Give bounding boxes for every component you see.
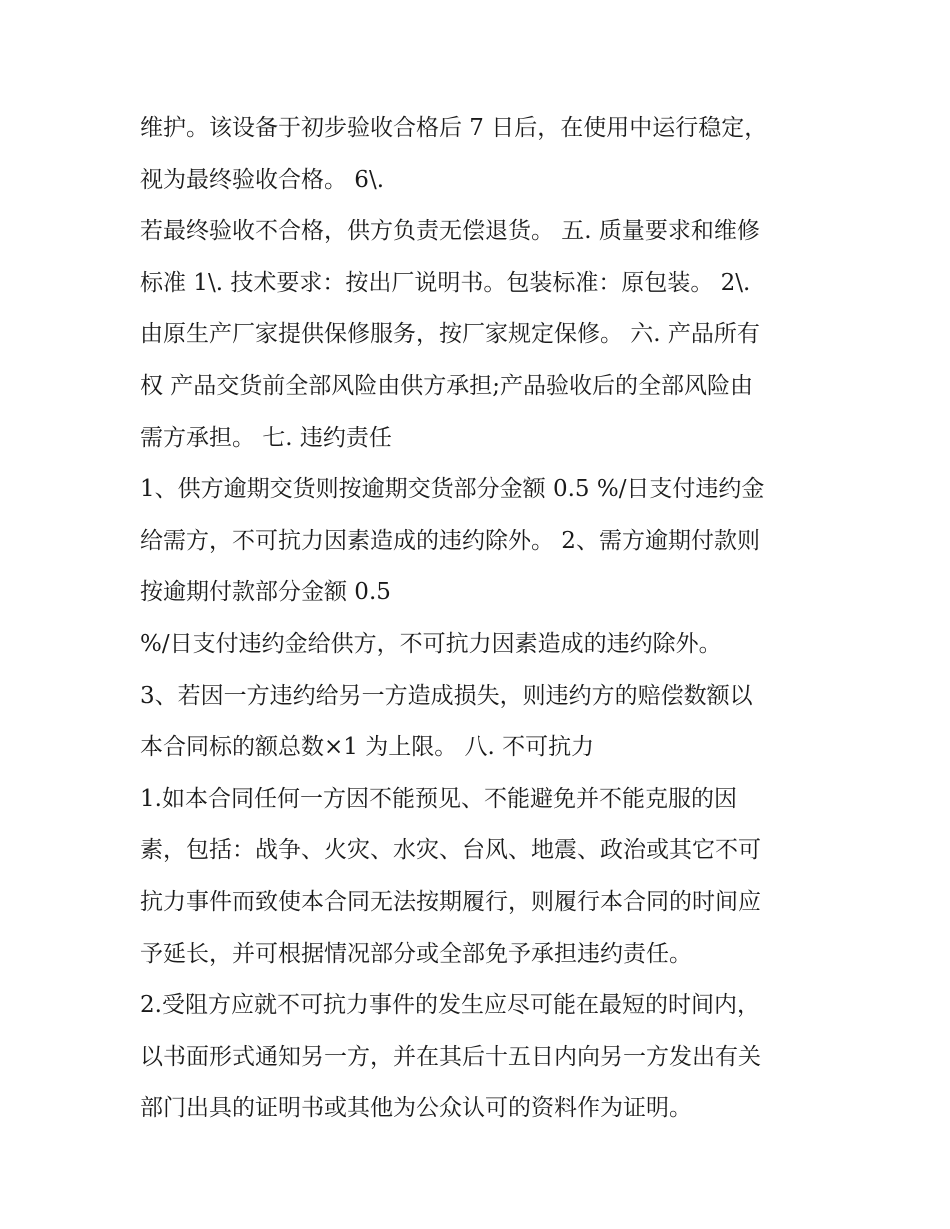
text-line: 本合同标的额总数×1 为上限。 八. 不可抗力 <box>140 734 595 761</box>
text-line: 3、若因一方违约给另一方造成损失，则违约方的赔偿数额以 <box>140 682 753 709</box>
text-line: 标准 1\. 技术要求：按出厂说明书。包装标准：原包装。 2\. <box>140 269 751 296</box>
text-line: 视为最终验收合格。 6\. <box>140 166 385 193</box>
text-line: 以书面形式通知另一方，并在其后十五日内向另一方发出有关 <box>140 1043 761 1070</box>
text-line: 维护。该设备于初步验收合格后 7 日后，在使用中运行稳定， <box>140 115 768 141</box>
text-line: 按逾期付款部分金额 0.5 <box>140 579 391 606</box>
text-line: 1、供方逾期交货则按逾期交货部分金额 0.5 %/日支付违约金 <box>140 476 765 503</box>
text-line: 素，包括：战争、火灾、水灾、台风、地震、政治或其它不可 <box>140 837 761 864</box>
text-line: 2.受阻方应就不可抗力事件的发生应尽可能在最短的时间内， <box>140 992 760 1019</box>
text-line: 给需方，不可抗力因素造成的违约除外。 2、需方逾期付款则 <box>140 527 760 554</box>
text-line: %/日支付违约金给供方，不可抗力因素造成的违约除外。 <box>140 630 722 657</box>
text-line: 予延长，并可根据情况部分或全部免予承担违约责任。 <box>140 940 692 967</box>
text-line: 抗力事件而致使本合同无法按期履行，则履行本合同的时间应 <box>140 888 761 915</box>
text-line: 若最终验收不合格，供方负责无偿退货。 五. 质量要求和维修 <box>140 218 760 245</box>
contract-text <box>140 103 820 1135</box>
text-line: 由原生产厂家提供保修服务，按厂家规定保修。 六. 产品所有 <box>140 321 760 348</box>
text-line: 1.如本合同任何一方因不能预见、不能避免并不能克服的因 <box>140 785 737 812</box>
text-line: 部门出具的证明书或其他为公众认可的资料作为证明。 <box>140 1095 692 1122</box>
text-line: 权 产品交货前全部风险由供方承担;产品验收后的全部风险由 <box>140 372 754 399</box>
text-line: 需方承担。 七. 违约责任 <box>140 424 392 451</box>
